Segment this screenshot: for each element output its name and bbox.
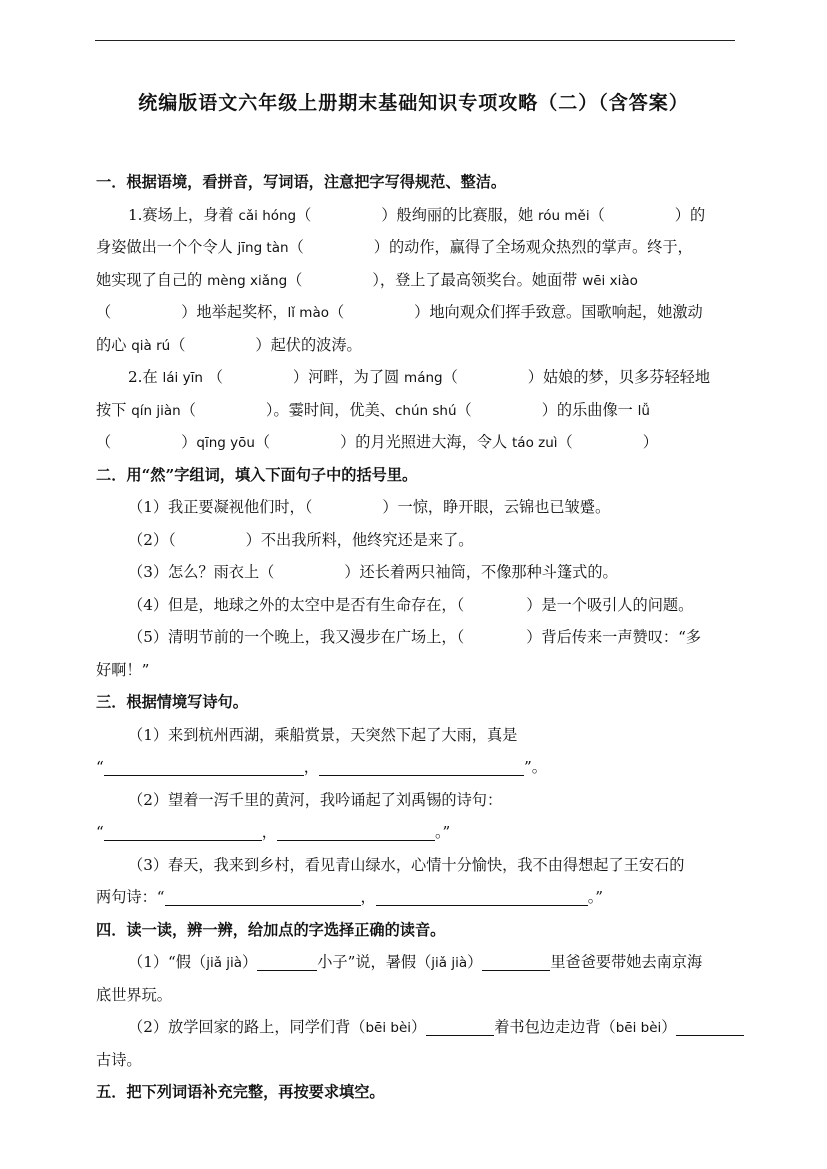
s1-line-6: 2.在 lái yīn （ ）河畔，为了圆 máng（ ）姑娘的梦，贝多芬轻轻地 (128, 368, 711, 386)
answer-line[interactable] (376, 887, 588, 906)
section-1-heading: 一．根据语境，看拼音，写词语，注意把字写得规范、整洁。 (96, 173, 507, 191)
pinyin-laiyin: lái yīn (162, 370, 203, 386)
pinyin-chunshu: chún shú (394, 402, 457, 419)
s1-line-8: （ ）qīng yōu（ ）的月光照进大海，令人 táo zuì（ ） (96, 433, 658, 451)
s1-line-5: 的心 qià rú（ ）起伏的波涛。 (96, 335, 362, 354)
pinyin-option: bēi bèi (615, 1020, 662, 1036)
s3-answer-1: “ ， ”。 (96, 758, 547, 776)
pinyin-caihong: cǎi hóng (238, 207, 297, 224)
pinyin-qinjian: qín jiàn (131, 402, 181, 419)
s3-answer-2: “ ， 。” (96, 823, 451, 841)
answer-line[interactable] (426, 1017, 494, 1036)
pinyin-roumei: róu měi (538, 207, 590, 224)
pinyin-weixiao: wēi xiào (582, 272, 638, 289)
section-5-heading: 五．把下列词语补充完整，再按要求填空。 (96, 1083, 385, 1101)
document-body (96, 166, 736, 1109)
s2-question-5-cont: 好啊！” (96, 660, 150, 679)
answer-line[interactable] (257, 952, 317, 971)
answer-line[interactable] (319, 757, 524, 776)
pinyin-option: bēi bèi (365, 1020, 412, 1036)
pinyin-limao: lǐ mào (287, 305, 329, 321)
s4-question-2: （2）放学回家的路上，同学们背（bēi bèi） 着书包边走边背（bēi bèi） (96, 1011, 736, 1044)
s1-line-3: 她实现了自己的 mèng xiǎng（ ），登上了最高领奖台。她面带 wēi xiào (96, 270, 638, 289)
pinyin-taozui: táo zuì (512, 435, 558, 451)
s1-line-2: 身姿做出一个个令人 jīng tàn（ ）的动作，赢得了全场观众热烈的掌声。终于， (96, 238, 693, 256)
answer-line[interactable] (104, 757, 304, 776)
section-4-heading: 四．读一读，辨一辨，给加点的字选择正确的读音。 (96, 920, 446, 939)
answer-line[interactable] (104, 822, 262, 841)
header-rule (95, 40, 735, 41)
s3-question-3: （3）春天，我来到乡村，看见青山绿水，心情十分愉快，我不由得想起了王安石的 (128, 855, 685, 874)
answer-line[interactable] (482, 952, 550, 971)
s3-question-2: （2）望着一泻千里的黄河，我吟诵起了刘禹锡的诗句： (128, 790, 503, 809)
pinyin-lv: lǚ (637, 402, 650, 419)
pinyin-jingtan: jīng tàn (237, 240, 289, 256)
pinyin-mengxiang: mèng xiǎng (207, 272, 288, 289)
pinyin-option: jiǎ jià (431, 955, 468, 971)
pinyin-qingyou: qīng yōu (196, 435, 255, 451)
answer-line[interactable] (277, 822, 435, 841)
s2-question-3: （3）怎么？雨衣上（ ）还长着两只袖筒，不像那种斗篷式的。 (128, 563, 618, 581)
pinyin-option: jiǎ jià (206, 955, 243, 971)
answer-line[interactable] (165, 887, 361, 906)
s2-question-5: （5）清明节前的一个晚上，我又漫步在广场上，（ ）背后传来一声赞叹：“多 (128, 628, 702, 646)
s2-question-4: （4）但是，地球之外的太空中是否有生命存在，（ ）是一个吸引人的问题。 (128, 595, 694, 614)
s1-line-1: 1.赛场上，身着 cǎi hóng（ ）般绚丽的比赛服，她 róu měi（ ）的 (128, 205, 706, 224)
section-3-heading: 三．根据情境写诗句。 (96, 693, 248, 711)
s2-question-1: （1）我正要凝视他们时，（ ）一惊，睁开眼，云锦也已皱蹙。 (128, 498, 611, 516)
s1-line-4: （ ）地举起奖杯，lǐ mào（ ）地向观众们挥手致意。国歌响起，她激动 (96, 303, 703, 321)
s3-question-1: （1）来到杭州西湖，乘船赏景，天突然下起了大雨，真是 (128, 725, 518, 744)
pinyin-mang: máng (404, 370, 443, 386)
s3-answer-3: 两句诗：“ ， 。” (96, 888, 604, 906)
s4-question-2-cont: 古诗。 (96, 1050, 142, 1069)
s1-line-7: 按下 qín jiàn（ ）。霎时间，优美、chún shú（ ）的乐曲像一 lǚ (96, 400, 650, 419)
answer-line[interactable] (676, 1017, 744, 1036)
document-title: 统编版语文六年级上册期末基础知识专项攻略（二）（含答案） (138, 92, 689, 114)
section-2-heading: 二．用“然”字组词，填入下面句子中的括号里。 (96, 465, 418, 484)
s4-question-1-cont: 底世界玩。 (96, 985, 172, 1004)
s4-question-1: （1）“假（jiǎ jià） 小子”说，暑假（jiǎ jià） 里爸爸要带她去南京海 (128, 953, 703, 971)
s2-question-2: （2）（ ）不出我所料，他终究还是来了。 (128, 530, 474, 549)
pinyin-qiaru: qià rú (131, 337, 171, 354)
